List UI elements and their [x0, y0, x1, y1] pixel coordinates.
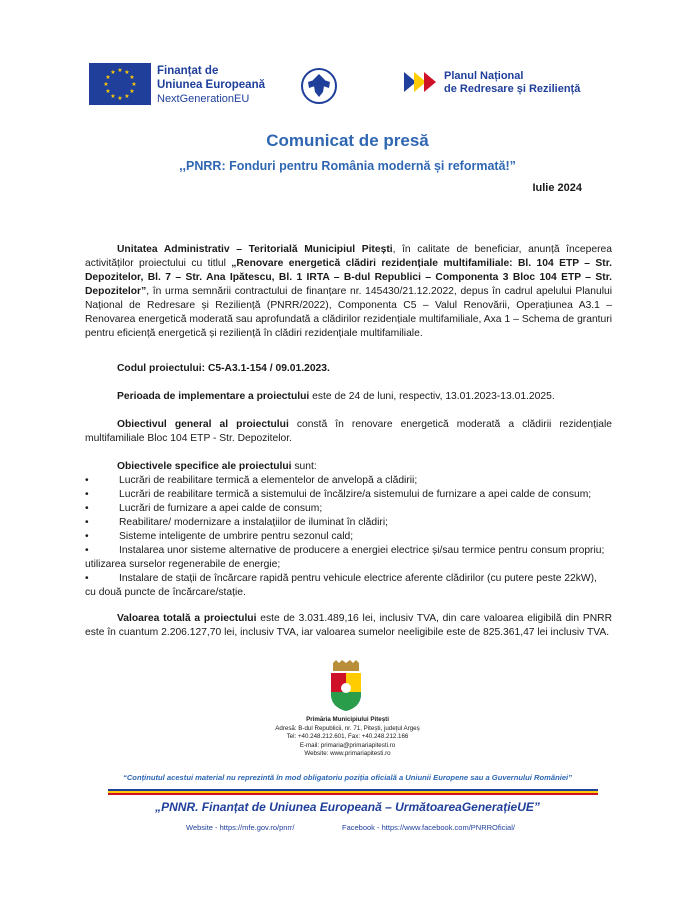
period-label: Perioada de implementare a proiectului [117, 391, 310, 402]
bullet-text: Reabilitare/ modernizare a instalațiilor de iluminat în clădiri; [119, 517, 388, 528]
project-code-text: Codul proiectului: C5-A3.1-154 / 09.01.2023. [117, 363, 330, 374]
total-value [85, 612, 612, 640]
bullet-7-continuation: cu două puncte de încărcare/stație. [85, 587, 246, 598]
bullet-marker: • [85, 545, 89, 556]
contact-address: Adresă: B-dul Republicii, nr. 71, Pitești, județul Argeș [275, 724, 420, 732]
svg-text:★: ★ [110, 93, 116, 100]
footer-facebook-link[interactable]: Facebook - https://www.facebook.com/PNRROficial/ [342, 823, 515, 832]
pitesti-coat-of-arms [327, 660, 365, 712]
pnrr-line-2: de Redresare și Reziliență [444, 83, 581, 95]
specific-objectives-colon: sunt: [291, 461, 317, 472]
footer-title: „PNNR. Finanțat de Uniunea Europeană – UrmătoareaGenerațieUE” [155, 800, 540, 814]
contact-title: Primăria Municipiului Pitești [306, 716, 389, 723]
svg-text:★: ★ [124, 69, 130, 76]
period-text: este de 24 de luni, respectiv, 13.01.2023-13.01.2025. [309, 391, 555, 402]
eu-line-3: NextGenerationEU [157, 93, 250, 105]
list-item [85, 502, 612, 516]
eu-line-2: Uniunea Europeană [157, 79, 265, 91]
svg-text:★: ★ [131, 81, 137, 88]
project-title: „Renovare energetică clădiri rezidențiale multifamiliale: Bl. 104 ETP – Str. Depozitelor, Bl. 7 – Str. Ana Ipătescu, Bl. 1 IRTA – B-dul Republici – Componenta 3 Bloc 104 ETP – Str. Depozitelor” [85, 258, 612, 297]
list-item [85, 544, 612, 558]
bullet-marker: • [85, 489, 89, 500]
general-objective [85, 418, 612, 446]
total-value-text: este de 3.031.489,16 lei, inclusiv TVA, din care valoarea eligibilă din PNRR este în cuantum 2.206.127,70 lei, inclusiv TVA, iar valoarea sumelor neeligibile este de 825.361,47 lei inclusiv TVA. [85, 613, 613, 638]
implementation-period [85, 390, 612, 404]
list-item [85, 572, 612, 586]
bullet-text: Lucrări de furnizare a apei calde de consum; [119, 503, 323, 514]
page-subtitle: ,,PNRR: Fonduri pentru România modernă și reformată!” [179, 159, 516, 173]
disclaimer: “Conținutul acestui material nu reprezintă în mod obligatoriu poziția oficială a Uniunii Europene sau a Guvernului României” [123, 773, 572, 782]
list-item [85, 488, 612, 502]
specific-objectives-heading: Obiectivele specifice ale proiectului [117, 461, 292, 472]
page-title: Comunicat de presă [266, 131, 429, 150]
bullet-text: Lucrări de reabilitare termică a elementelor de anvelopă a clădirii; [119, 475, 418, 486]
bullet-7-text: Instalare de stații de încărcare rapidă pentru vehicule electrice aferente clădirilor (cu putere peste 22kW), [119, 573, 597, 584]
list-item [85, 516, 612, 530]
general-objective-label: Obiectivul general al proiectului [117, 419, 289, 430]
romanian-government-logo [300, 66, 338, 108]
intro-text-1: , în calitate de beneficiar, anunță începerea activităților proiectului cu titlul [85, 244, 612, 269]
svg-text:★: ★ [129, 88, 135, 95]
general-objective-text: constă în renovare energetică moderată a clădirii rezidențiale multifamiliale Bloc 104 ETP - Str. Depozitelor. [85, 419, 612, 444]
eu-funding-text [157, 64, 265, 106]
bullet-marker: • [85, 517, 89, 528]
bullet-marker: • [85, 531, 89, 542]
svg-text:★: ★ [105, 88, 111, 95]
tricolor-divider [108, 789, 598, 795]
pnrr-text [444, 70, 580, 96]
intro-text-2: , în urma semnării contractului de finanțare nr. 145430/21.12.2022, depus în cadrul apelului Planului Național de Redresare și Reziliență (PNRR/2022), Componenta C5 – Valul Renovării, Operațiunea A3.1 – Renovarea energetică moderată sau aprofundată a clădirilor rezidențiale multifamiliale, Axa 1 – Schema de granturi pentru eficiență energetică și reziliență în clădiri rezidențiale multifamiliale. [85, 286, 612, 339]
intro-paragraph [85, 243, 612, 341]
svg-text:★: ★ [105, 74, 111, 81]
pnrr-logo [404, 70, 442, 94]
svg-text:★: ★ [129, 74, 135, 81]
svg-text:★: ★ [124, 93, 130, 100]
pnrr-line-1: Planul Național [444, 70, 524, 82]
contact-email: E-mail: primaria@primariapitesti.ro [299, 741, 396, 749]
footer-website-link[interactable]: Website - https://mfe.gov.ro/pnrr/ [186, 823, 295, 832]
bullet-text: Sisteme inteligente de umbrire pentru sezonul cald; [119, 531, 354, 542]
eu-line-1: Finanțat de [157, 65, 219, 77]
bullet-marker: • [85, 475, 89, 486]
bullet-6-continuation: utilizarea surselor regenerabile de energie; [85, 559, 281, 570]
contact-phone: Tel: +40.248.212.601, Fax: +40.248.212.166 [286, 733, 409, 740]
contact-block [0, 716, 695, 759]
bullet-text: Lucrări de reabilitare termică a sistemului de încălzire/a sistemului de furnizare a apei calde de consum; [119, 489, 592, 500]
svg-text:★: ★ [103, 81, 109, 88]
eu-flag-logo [89, 63, 151, 105]
bullet-marker: • [85, 503, 89, 514]
beneficiary-name: Unitatea Administrativ – Teritorială Municipiul Pitești [117, 244, 393, 255]
specific-objectives [85, 460, 612, 600]
contact-website: Website: www.primariapitesti.ro [304, 750, 391, 757]
document-date: Iulie 2024 [532, 182, 582, 194]
list-item [85, 530, 612, 544]
svg-text:★: ★ [117, 95, 123, 102]
total-value-label: Valoarea totală a proiectului [117, 613, 257, 624]
svg-text:★: ★ [110, 69, 116, 76]
list-item [85, 474, 612, 488]
bullet-text: Instalarea unor sisteme alternative de producere a energiei electrice și/sau termice pentru consum propriu; [119, 545, 605, 556]
bullet-marker: • [85, 573, 89, 584]
svg-text:★: ★ [117, 67, 123, 74]
project-code [85, 362, 612, 376]
